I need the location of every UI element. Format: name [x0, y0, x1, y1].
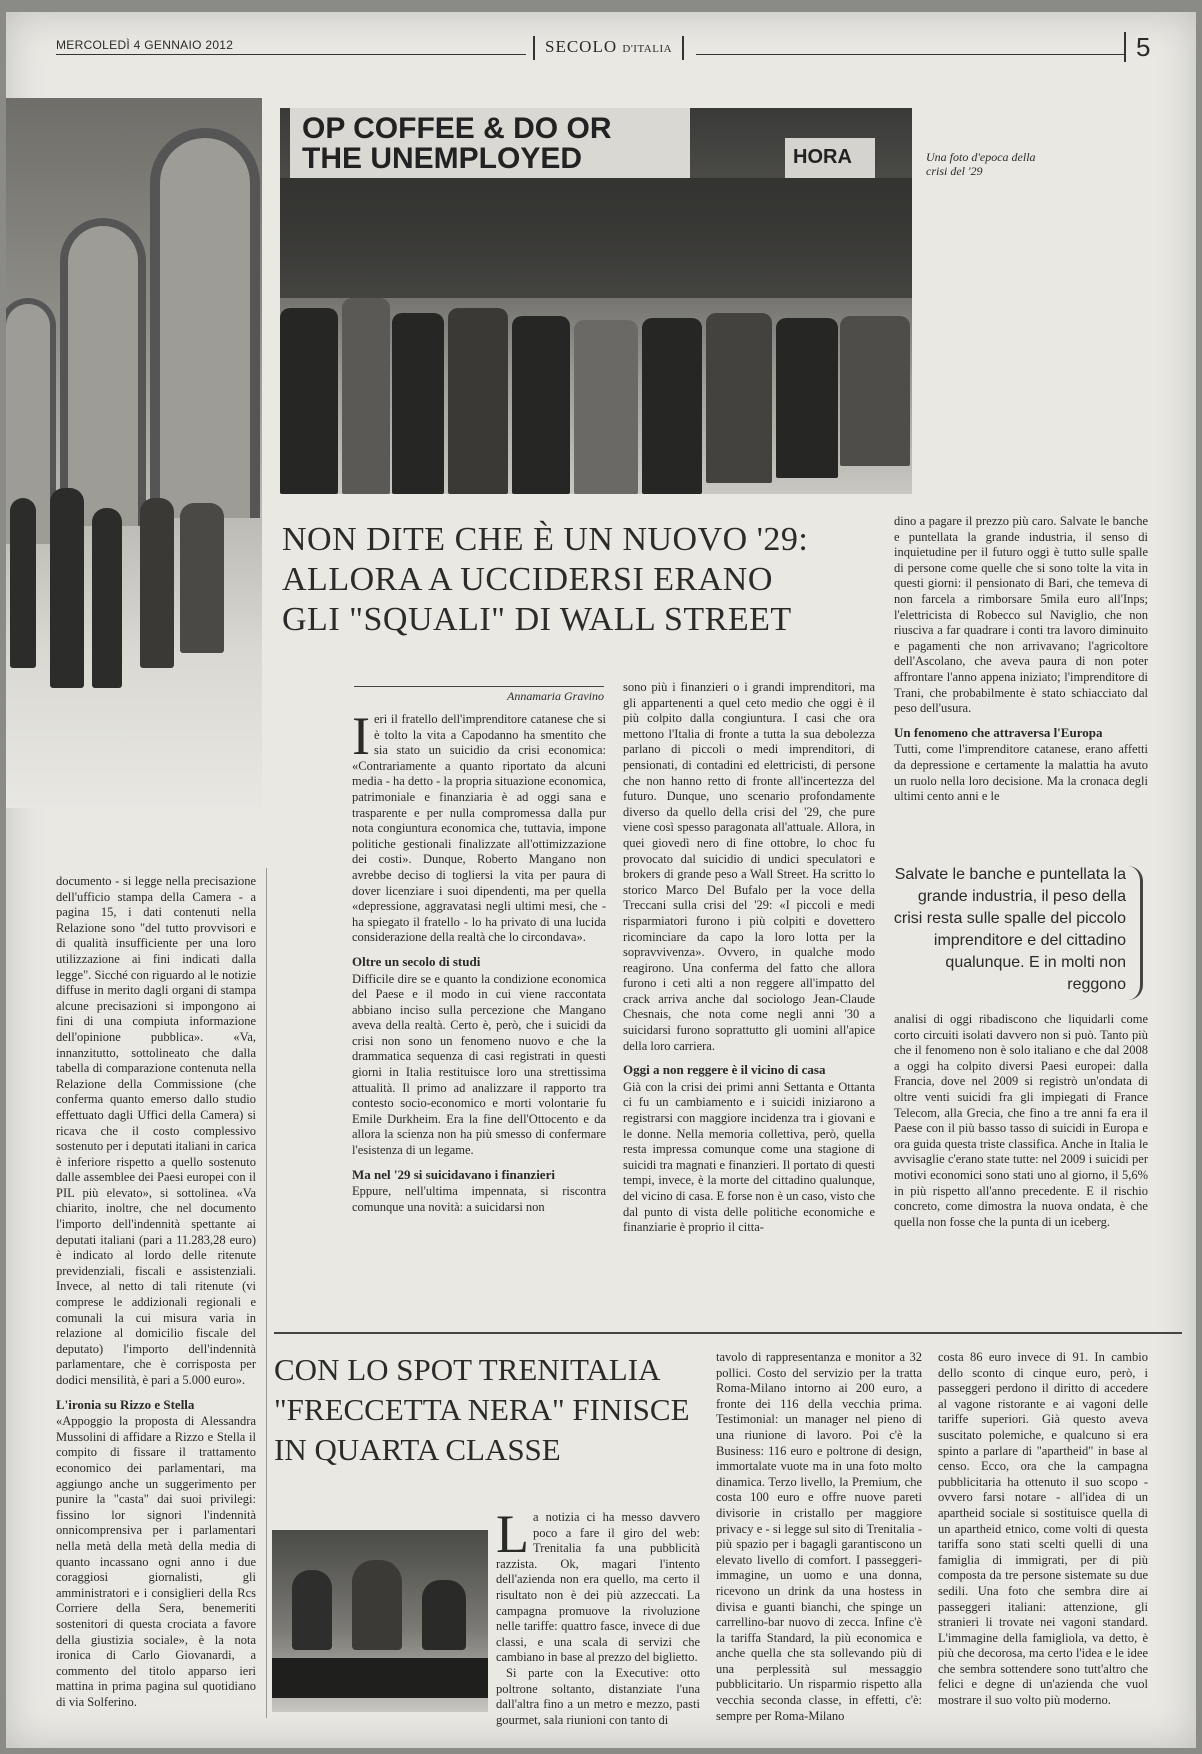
photo-crowd: [642, 318, 702, 494]
column-divider: [266, 868, 267, 1718]
photo-banner-sign: OP COFFEE & DO OR THE UNEMPLOYED: [290, 108, 690, 178]
photo-crowd: [448, 308, 508, 494]
article-subheading: Un fenomeno che attraversa l'Europa: [894, 724, 1103, 740]
photo-crowd: [574, 320, 638, 494]
article-column-3a: [894, 514, 1148, 805]
article-paragraph: analisi di oggi ribadiscono che liquidarli come corto circuiti isolati davvero non si può. Tanto più che il fenomeno non è solo italiano e che dal 2008 a oggi ha colpito diversi Paesi europei: dalla Francia, dove nel 2009 si registrò un'ondata di oltre venti suicidi fra gli impiegati di France Telecom, alla Grecia, che fino a tre anni fa era il Paese con il più basso tasso di suicidi in Europa e ora guida questa triste classifica. Anche in Italia le avvisaglie c'erano state tutte: nel 2009 i suicidi per motivi economici sono stati uno al giorno, il 5,6% in più rispetto all'anno precedente. E il rischio concreto, come dimostra la nuova ondata, è che quella non fosse che la punta di un iceberg.: [894, 1012, 1148, 1229]
article-paragraph: costa 86 euro invece di 91. In cambio dello sconto di cinque euro, però, i passeggeri perdono il diritto di accedere al vagone ristorante e ai vagoni delle tariffe superiori. Già questo aveva suscitato polemiche, e qualcuno si era spinto a parlare di "apartheid" in base al censo. Ecco, ora che la campagna pubblicitaria ha ottenuto il suo scopo - ovvero farsi notare - all'idea di un apartheid sociale si sostituisce quella di un apartheid etnico, come volti di questa tariffa sono stati scelti quelli di una famiglia di immigrati, per di più composta da tre persone sistemate su due sedili. Una foto che sembra dire ai passeggeri italiani: attenzione, gli stranieri li trovate nei vagoni standard. L'immagine della famigliola, va detto, è più che decorosa, ma certo l'idea e le idee che sembra sottendere sono tutt'altro che felici e degne di un'azienda che vuol mostrare il suo volto più moderno.: [938, 1350, 1148, 1708]
photo-crowd: [776, 318, 838, 478]
article-paragraph: «Appoggio la proposta di Alessandra Mussolini di affidare a Rizzo e Stella il compito di fissare il trattamento economico dei parlamentari, ma aggiungo anche un suggerimento per punire la "casta" dai suoi privilegi: fissino lor signori l'indennità onnicomprensiva per i parlamentari nella metà della metà della media di quanto incassano ogni anno i due coraggiosi giornalisti, gli amministratori e i consiglieri della Rcs Corriere della Sera, benemeriti sostenitori di questa crociata a favore della giustizia sociale», è la nota ironica di Carlo Giovanardi, a commento del titolo apparso ieri mattina in prima pagina sul quotidiano di via Solferino.: [56, 1414, 256, 1709]
photo-crowd: [512, 316, 570, 494]
article-column-3b: [894, 1012, 1148, 1230]
article-byline: Annamaria Gravino: [354, 686, 604, 704]
article2-column-2: [716, 1350, 922, 1724]
article-paragraph: Già con la crisi dei primi anni Settanta e Ottanta ci fu un cambiamento e i suicidi iniziarono a registrarsi con maggiore incidenza tra i giovani e le donne. Nella memoria collettiva, però, quella resta impressa comunque come una stagione di suicidi tra magnati e finanzieri. Il portato di questi tempi, invece, è la morte del cittadino qualunque, del vicino di casa. E forse non è un caso, visto che dal punto di vista delle politiche economiche e finanziarie è proprio il citta-: [623, 1079, 875, 1235]
photo-arch: [60, 218, 146, 526]
photo-person: [10, 498, 36, 668]
photo-person: [50, 488, 84, 688]
photo-crowd: [342, 298, 390, 494]
photo-person: [92, 508, 122, 688]
photo-crowd: [392, 313, 444, 494]
photo-trenitalia-ad: [272, 1530, 488, 1712]
issue-date: MERCOLEDÌ 4 GENNAIO 2012: [56, 38, 234, 52]
article-paragraph: documento - si legge nella precisazione dell'ufficio stampa della Camera - a pagina 15, i dati contenuti nella Relazione sono "del tutto provvisori e di qualità insufficiente per una loro utilizzazione ai fini indicati dalla legge". Sicché con riguardo al le notizie diffuse in merito dagli organi di stampa alcune precisazioni si impongono ai fini di una compiuta informazione dell'opinione pubblica». «Va, innanzitutto, sottolineato che dalla tabella di comparazione contenuta nella Relazione della Commissione (che conferma quanto emerso dallo studio effettuato dagli Uffici della Camera) si ricava che il costo complessivo sostenuto per i deputati italiani in carica è inferiore rispetto a quello sostenuto dalle assemblee dei Paesi europei con il PIL più elevato», si sottolinea. «Va chiarito, inoltre, che nel documento l'importo dell'indennità spettante ai deputati italiani (pari a 11.283,28 euro) è indicato al lordo delle ritenute previdenziali, fiscali e assistenziali. Invece, al netto di tali ritenute (vi comprese le addizionali regionali e comunali la cui misura varia in relazione al domicilio fiscale del deputato) l'importo dell'indennità parlamentare, che è corrisposta per dodici mensilità, è pari a 5.000 euro».: [56, 874, 256, 1387]
article-subheading: L'ironia su Rizzo e Stella: [56, 1396, 195, 1412]
article-headline: NON DITE CHE È UN NUOVO '29: ALLORA A UCCIDERSI ERANO GLI "SQUALI" DI WALL STREET: [282, 521, 809, 638]
brand-suffix: D'ITALIA: [622, 43, 673, 55]
article-paragraph: La notizia ci ha messo davvero poco a fare il giro del web: Trenitalia fa una pubblicità razzista. Ok, magari l'intento dell'azienda non era quello, ma certo il risultato non è dei più azzeccati. La campagna promuove la rivoluzione nelle tariffe: quattro fasce, invece di due classi, e una scala di servizi che cambiano in base al prezzo del biglietto.: [496, 1504, 700, 1665]
photo-arch: [150, 128, 260, 518]
photo-caption: Una foto d'epoca della crisi del '29: [926, 150, 1036, 178]
article-subheading: Ma nel '29 si suicidavano i finanzieri: [352, 1166, 555, 1182]
brand-name: SECOLO: [545, 37, 618, 56]
pull-quote: Salvate le banche e puntellata la grande industria, il peso della crisi resta sulle spalle del piccolo imprenditore e del cittadino qualunque. E in molti non reggono: [893, 866, 1126, 993]
article-subheading: Oggi a non reggere è il vicino di casa: [623, 1062, 826, 1078]
left-article-column: [56, 874, 256, 1710]
photo-person: [292, 1570, 332, 1650]
article-paragraph: dino a pagare il prezzo più caro. Salvate le banche e puntellata la grande industria, il senso di inquietudine per il futuro oggi è tutto sulle spalle di persone come quelle che si sono tolte la vita in questi giorni: il pensionato di Bari, che temeva di non farcela a rimborsare 5mila euro all'Inps; l'elettricista di Robecco sul Naviglio, che non riusciva a far quadrare i conti tra lavoro diminuito e pagamenti che non arrivavano; l'agricoltore dell'Ascolano, che aveva paura di non poter affrontare l'anno appena iniziato; l'imprenditore di Trani, che probabilmente è stato schiacciato dal peso dell'usura.: [894, 514, 1148, 716]
section-divider: [274, 1332, 1182, 1334]
newspaper-brand: [533, 36, 684, 60]
article-paragraph: Difficile dire se e quanto la condizione economica del Paese e il modo in cui viene raccontata abbiano inciso sulla percezione che Mangano aveva della realtà. Certo è, però, che i suicidi da crisi non sono un fenomeno nuovo e che la drammatica sequenza di casi registrati in questi giorni in Italia restituisce loro una strettissima attualità. Il primo ad analizzare il rapporto tra contesto socio-economico e morti volontarie fu Emile Durkheim. Era la fine dell'Ottocento e da allora la scienza non ha più smesso di confermare l'esistenza di un legame.: [352, 971, 606, 1158]
article-column-1: [352, 706, 606, 1215]
page-number: 5: [1124, 32, 1150, 62]
photo-unemployed-queue-1929: [280, 108, 912, 494]
masthead-rule-right: [696, 54, 1126, 55]
photo-crowd: [840, 316, 910, 466]
photo-shop-sign: HORA: [785, 138, 875, 178]
photo-crowd: [280, 308, 338, 494]
photo-person: [140, 498, 174, 668]
pull-quote-brace: [1128, 866, 1143, 1000]
photo-person: [422, 1580, 466, 1650]
article-headline: CON LO SPOT TRENITALIA "FRECCETTA NERA" FINISCE IN QUARTA CLASSE: [274, 1352, 690, 1467]
photo-parliament-hall: [6, 98, 262, 808]
photo-person: [352, 1560, 402, 1650]
article2-column-3: [938, 1350, 1148, 1709]
photo-train-seat: [272, 1658, 488, 1698]
article2-column-1: [496, 1504, 700, 1728]
photo-storefront: [280, 178, 912, 298]
newspaper-page: [6, 12, 1196, 1748]
article-paragraph: Tutti, come l'imprenditore catanese, erano affetti da depressione e certamente la malattia ha avuto un ruolo nella loro decisione. Ma la cronaca degli ultimi cento anni e le: [894, 742, 1148, 804]
article-paragraph: Si parte con la Executive: otto poltrone soltanto, distanziate l'una dall'altra fino a un metro e mezzo, pasti gourmet, sala riunioni con tanto di: [496, 1665, 700, 1727]
article-subheading: Oltre un secolo di studi: [352, 953, 481, 969]
article-paragraph: tavolo di rappresentanza e monitor a 32 pollici. Costo del servizio per la tratta Roma-Milano intorno ai 200 euro, a fronte dei 116 della vecchia prima. Testimonial: un manager nel pieno di una riunione di lavoro. Poi c'è la Business: 116 euro e poltrone di design, immortalate vuote ma in una foto molto dinamica. Terzo livello, la Premium, che costa 100 euro e offre nuove pareti divisorie in cristallo per maggiore privacy e - si legge sul sito di Trenitalia - più spazio per i bagagli garantiscono un elevato livello di comfort. I passeggeri-immagine, un uomo e una donna, ricevono un drink da una hostess in divisa e guanti bianchi, che spinge un carrellino-bar nuovo di zecca. Infine c'è la tariffa Standard, la più economica e anche quella che sta sollevando più di una perplessità sul messaggio pubblicitario. Un risparmio rispetto alla vecchia seconda classe, in effetti, c'è: sempre per Roma-Milano: [716, 1350, 922, 1723]
article-paragraph: sono più i finanzieri o i grandi imprenditori, ma gli appartenenti a quel ceto medio che oggi è il più colpito dalla congiuntura. I casi che ora mettono l'Italia di fronte a tutta la sua debolezza parlano di piccoli o medi imprenditori, di pensionati, di contadini ed elettricisti, di persone che non hanno retto di fronte all'incertezza del futuro. Dunque, uno scenario profondamente diverso da quello della crisi del '29, che pure viene così spesso paragonata all'attuale. Allora, in quei giovedì nero di fine ottobre, lo choc fu provocato dal suicidio di undici speculatori e brokers di grande peso a Wall Street. Ha scritto lo storico Marco Del Bufalo per la voce della Treccani sulla crisi del '29: «I piccoli e medi risparmiatori furono i più colpiti e dovettero ricominciare da capo la loro lotta per la sopravvivenza». Ovvero, in qualche modo reagirono. Una conferma del fatto che allora furono i ceti alti a non reggere all'impatto del crack arriva anche dal sociologo Jean-Claude Chesnais, che nota come negli anni '30 a suicidarsi furono soprattutto gli uomini all'apice della loro carriera.: [623, 680, 875, 1053]
article-paragraph: Ieri il fratello dell'imprenditore catanese che si è tolto la vita a Capodanno ha smentito che sia stato un suicidio da crisi economica: «Contrariamente a quanto riportato da alcuni media - ha detto - la propria situazione economica, patrimoniale e finanziaria è ad oggi sana e trasparente e per nulla compromessa dalla pur nota congiuntura economica che, tuttavia, impone politiche gestionali finalizzate all'ottimizzazione dei costi». Dunque, Roberto Mangano non avrebbe deciso di togliersi la vita per paura di dover licenziare i suoi dipendenti, ma per quella «depressione, aggravatasi negli ultimi mesi, che - ha spiegato il fratello - lo ha privato di una lucida considerazione della realtà che lo circondava».: [352, 706, 606, 945]
photo-crowd: [706, 313, 772, 483]
masthead-rule-left: [56, 54, 526, 55]
article-column-2: [623, 680, 875, 1236]
article-paragraph: Eppure, nell'ultima impennata, si riscontra comunque una novità: a suicidarsi non: [352, 1184, 606, 1214]
photo-person: [180, 503, 224, 653]
